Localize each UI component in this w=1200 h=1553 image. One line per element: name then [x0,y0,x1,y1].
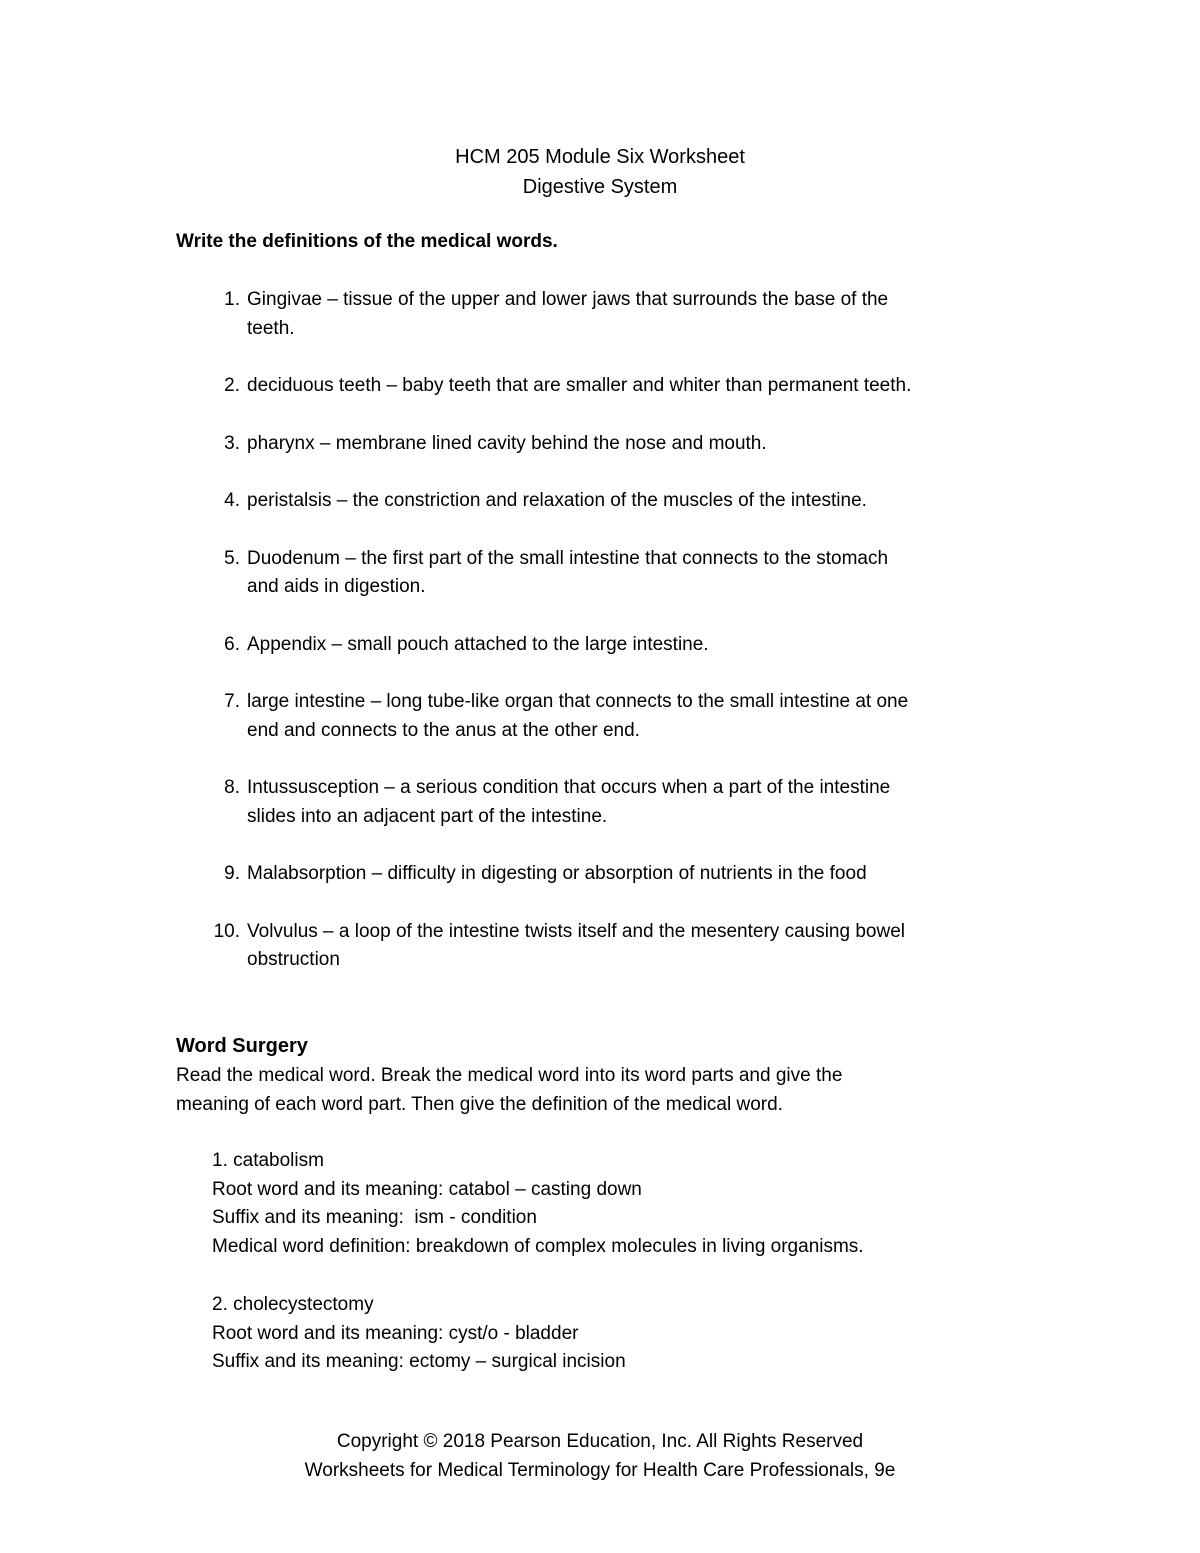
definitions-list [176,286,1036,1004]
page-subtitle: Digestive System [522,176,678,198]
definition-line: large intestine – long tube-like organ that connects to the small intestine at one [247,691,909,712]
definition-line: and aids in digestion. [247,576,426,597]
item-number: 10. [213,920,240,942]
item-number: 6. [224,633,240,655]
definition-line: Volvulus – a loop of the intestine twists itself and the mesentery causing bowel [247,920,905,942]
item-number: 2. [224,375,240,396]
list-item [176,918,1036,975]
medical-word: 1. catabolism [212,1150,324,1171]
page-title: HCM 205 Module Six Worksheet [455,146,745,168]
word-surgery-item [212,1147,1032,1262]
definition-line: Gingivae – tissue of the upper and lower jaws that surrounds the base of the [247,289,889,310]
definition-line: obstruction [247,949,340,970]
list-item [176,372,1036,401]
item-number: 1. [224,289,240,310]
definition-line: teeth. [247,317,295,339]
definition-line: Duodenum – the first part of the small intestine that connects to the stomach [247,547,889,569]
item-number: 8. [224,777,240,798]
item-number: 3. [224,432,240,454]
copyright-text: Copyright © 2018 Pearson Education, Inc. All Rights Reserved [336,1431,864,1452]
list-item [176,286,1036,343]
item-number: 4. [224,490,240,511]
definition-line: pharynx – membrane lined cavity behind the nose and mouth. [247,432,767,454]
list-item [176,545,1036,602]
title-block [0,142,1200,202]
definition-line: Intussusception – a serious condition that occurs when a part of the intestine [247,777,891,798]
definition-line: end and connects to the anus at the other end. [247,719,640,741]
list-item [176,774,1036,831]
page-footer [0,1427,1200,1485]
word-surgery-item [212,1291,1032,1377]
item-number: 5. [224,547,240,569]
definition-line: peristalsis – the constriction and relaxation of the muscles of the intestine. [247,490,867,511]
book-title-text: Worksheets for Medical Terminology for Health Care Professionals, 9e [304,1460,896,1481]
medical-word: 2. cholecystectomy [212,1294,374,1315]
word-surgery-heading: Word Surgery [176,1035,308,1057]
list-item [176,631,1036,660]
list-item [176,688,1036,745]
definition-line: Appendix – small pouch attached to the large intestine. [247,633,709,655]
definition-line: slides into an adjacent part of the intestine. [247,805,608,827]
list-item [176,430,1036,459]
definition-line: Malabsorption – difficulty in digesting or absorption of nutrients in the food [247,863,867,884]
item-number: 7. [224,691,240,712]
suffix-line: Suffix and its meaning: ism - condition [212,1207,537,1229]
definitions-instruction: Write the definitions of the medical words. [176,231,558,252]
definition-line: deciduous teeth – baby teeth that are smaller and whiter than permanent teeth. [247,375,912,396]
root-word-line: Root word and its meaning: catabol – casting down [212,1178,642,1200]
suffix-line: Suffix and its meaning: ectomy – surgical incision [212,1351,626,1373]
word-surgery-intro [176,1061,996,1119]
item-number: 9. [224,863,240,884]
definition-line: Medical word definition: breakdown of complex molecules in living organisms. [212,1236,864,1258]
intro-line: Read the medical word. Break the medical word into its word parts and give the [176,1065,843,1086]
list-item [176,860,1036,889]
root-word-line: Root word and its meaning: cyst/o - bladder [212,1322,579,1344]
intro-line: meaning of each word part. Then give the definition of the medical word. [176,1094,783,1115]
list-item [176,487,1036,516]
